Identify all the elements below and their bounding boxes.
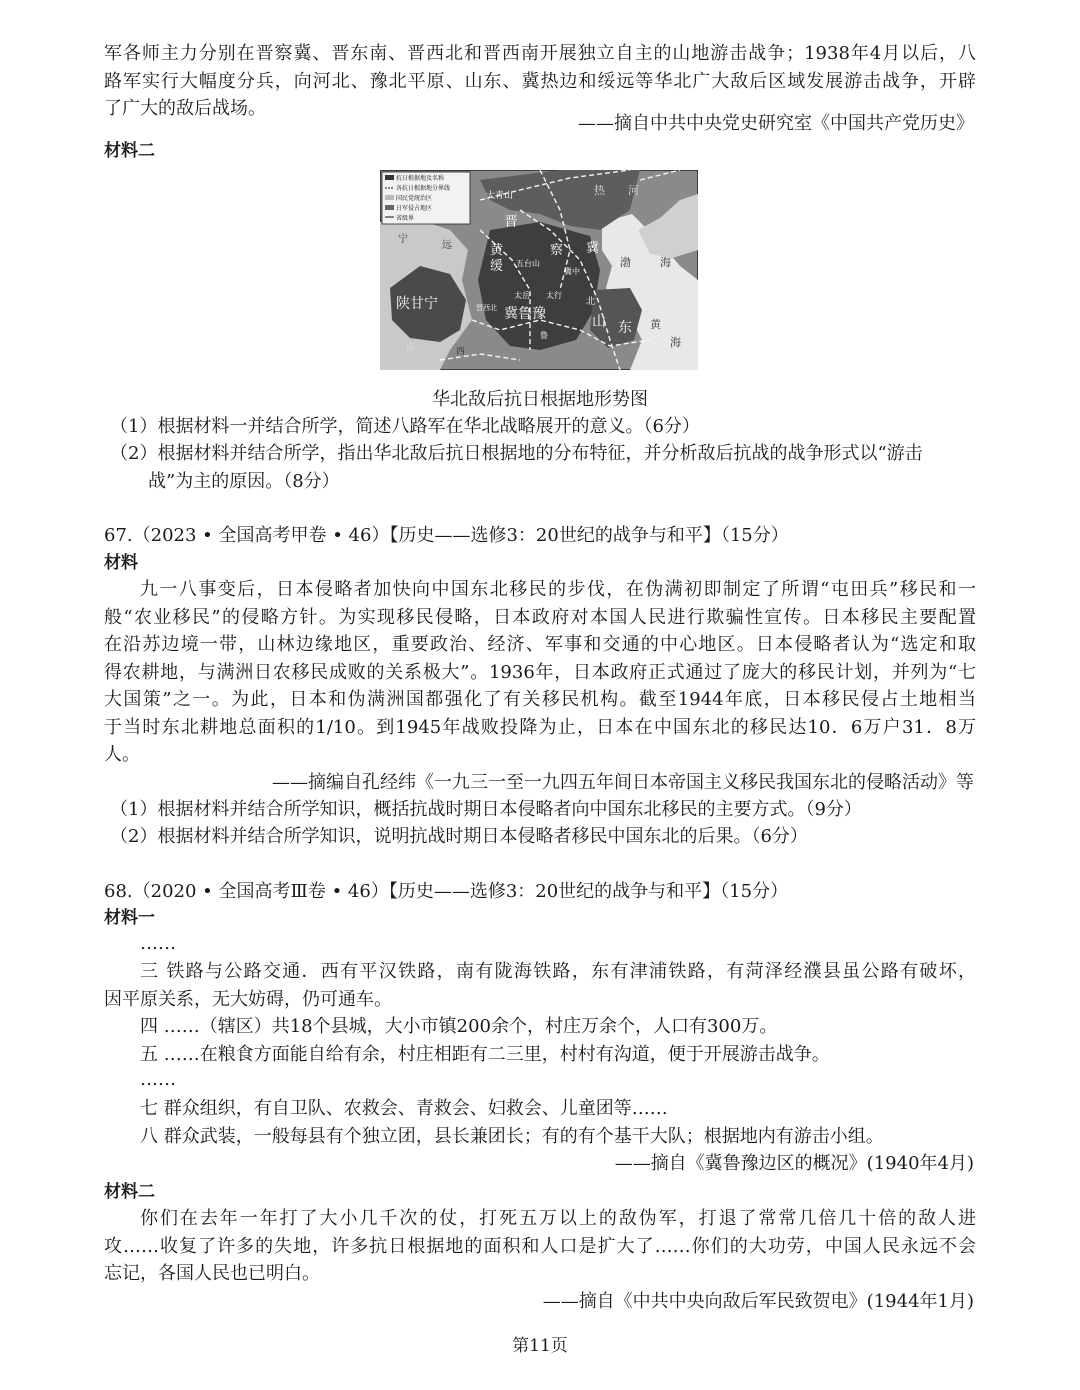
label-hai-bohai: 海 [660,256,671,269]
problem-67-line-7: 人。 [104,744,140,765]
q66-question-1: （1）根据材料一并结合所学，简述八路军在华北战略展开的意义。（6分） [110,416,700,437]
problem-68-material2-line-2: 攻……收复了许多的失地，许多抗日根据地的面积和人口是扩大了……你们的大功劳，中国人民永远不会 [104,1236,976,1257]
problem-68-material2-line-3: 忘记，各国人民也已明白。 [104,1263,320,1284]
problem-68-item4: 四 ……（辖区）共18个县城，大小市镇200余个，村庄万余个，人口有300万。 [140,1016,778,1037]
q66-question-2-line-1: （2）根据材料并结合所学，指出华北敌后抗日根据地的分布特征，并分析敌后抗战的战争形式以“游击 [110,443,923,464]
label-huang-sea: 黄 [650,318,661,331]
problem-67-line-6: 于当时东北耕地总面积的1/10。到1945年战败投降为止，日本在中国东北的移民达10．6万户31．8万 [104,717,976,738]
label-re: 热 [594,184,605,197]
label-ning: 宁 [398,234,408,245]
label-daqingshan: 大青山 [486,191,514,201]
label-xi: 西 [456,347,466,357]
problem-67-line-3: 在沿苏边境一带，山林边缘地区，重要政治、经济、军事和交通的中心地区。日本侵略者认为“选定和取 [104,634,976,655]
problem-67-line-4: 得农耕地，与满洲日农移民成败的关系极大”。1936年，日本政府正式通过了庞大的移民计划，并列为“七 [104,662,976,683]
label-jin: 晋 [504,214,518,230]
problem-67-line-2: 般“农业移民”的侵略方针。为实现移民侵略，日本政府对本国人民进行欺骗性宣传。日本移民主要配置 [104,607,976,628]
label-bo: 渤 [620,256,631,269]
problem-67-source: ——摘编自孔经纬《一九三一至一九四五年间日本帝国主义移民我国东北的侵略活动》等 [272,772,974,793]
problem-67-title: 67.（2023 • 全国高考甲卷 • 46）【历史——选修3：20世纪的战争与和平】（15分） [104,525,789,546]
material1-line-2: 路军实行大幅度分兵，向河北、豫北平原、山东、冀热边和绥远等华北广大敌后区域发展游击战争，开辟 [104,71,976,92]
label-sui: 缓 [490,259,504,274]
problem-68-source-2: ——摘自《中共中央向敌后军民致贺电》(1944年1月) [542,1291,974,1312]
north-china-base-map [380,170,698,370]
problem-68-ellipsis-2: …… [140,1069,176,1090]
problem-68-source-1: ——摘自《冀鲁豫边区的概况》(1940年4月) [614,1153,974,1174]
label-yuan: 远 [442,240,452,251]
problem-68-material1-heading: 材料一 [104,908,155,928]
problem-67-line-1: 九一八事变后，日本侵略者加快向中国东北移民的步伐，在伪满初即制定了所谓“屯田兵”移民和一 [140,579,976,600]
label-shaanganning: 陕甘宁 [396,296,438,312]
legend-item-5: 省级界 [396,215,415,222]
label-nan: 南 [406,343,416,353]
label-he: 河 [628,184,639,197]
label-huang: 黄 [490,243,504,258]
problem-68-item7: 七 群众组织，有自卫队、农救会、青救会、妇救会、儿童团等…… [140,1098,668,1119]
material2-heading: 材料二 [104,141,155,161]
problem-68-item8: 八 群众武装，一般每县有个独立团，县长兼团长；有的有个基干大队；根据地内有游击小组。 [140,1126,884,1147]
label-lu: 鲁 [540,331,548,340]
problem-68-item3-line-1: 三 铁路与公路交通．西有平汉铁路，南有陇海铁路，东有津浦铁路，有菏泽经濮县虽公路有破坏， [140,961,976,982]
label-taihang: 太行 [546,291,562,300]
problem-68-item5: 五 ……在粮食方面能自给有余，村庄相距有二三里，村村有沟道，便于开展游击战争。 [140,1044,830,1065]
label-ji: 冀 [586,241,600,256]
label-bei: 北 [586,297,596,307]
problem-67-material-heading: 材料 [104,553,138,573]
label-wutaishan: 五台山 [516,259,540,268]
material1-source: ——摘自中共中央党史研究室《中国共产党历史》 [578,113,974,134]
legend-item-1: 抗日根据地及名称 [396,175,445,182]
label-shan: 山 [592,314,606,330]
material1-line-1: 军各师主力分别在晋察冀、晋东南、晋西北和晋西南开展独立自主的山地游击战争；1938年4月以后，八 [104,43,976,64]
label-jinxibei: 晋西北 [476,304,497,312]
problem-68-title: 68.（2020 • 全国高考Ⅲ卷 • 46）【历史——选修3：20世纪的战争与和平】（15分） [104,881,789,902]
legend-item-3: 国民党统治区 [396,195,433,202]
label-dong: 东 [618,320,632,336]
label-hai-huanghai: 海 [670,336,681,349]
label-jiluyu: 冀鲁豫 [504,306,546,322]
material1-line-3: 了广大的敌后战场。 [104,98,266,119]
problem-68-ellipsis-1: …… [140,933,176,954]
legend-item-4: 日军侵占地区 [396,205,433,212]
q66-question-2-line-2: 战”为主的原因。（8分） [148,471,340,492]
label-taiyue: 太岳 [514,291,530,300]
label-jizhong: 冀中 [564,267,580,276]
problem-67-line-5: 大国策”之一。为此，日本和伪满洲国都强化了有关移民机构。截至1944年底，日本移民侵占土地相当 [104,689,976,710]
problem-68-item3-line-2: 因平原关系，无大妨碍，仍可通车。 [104,989,392,1010]
problem-68-material2-line-1: 你们在去年一年打了大小几千次的仗，打死五万以上的敌伪军，打退了常常几倍几十倍的敌人进 [140,1208,976,1229]
label-cha: 察 [550,243,564,258]
page-number: 第11页 [512,1336,568,1356]
legend-item-2: 各抗日根据地分界线 [396,185,451,192]
problem-68-material2-heading: 材料二 [104,1182,155,1202]
map-caption: 华北敌后抗日根据地形势图 [432,389,648,410]
problem-67-question-2: （2）根据材料并结合所学知识，说明抗战时期日本侵略者移民中国东北的后果。（6分） [110,826,808,847]
problem-67-question-1: （1）根据材料并结合所学知识，概括抗战时期日本侵略者向中国东北移民的主要方式。（9分） [110,799,862,820]
